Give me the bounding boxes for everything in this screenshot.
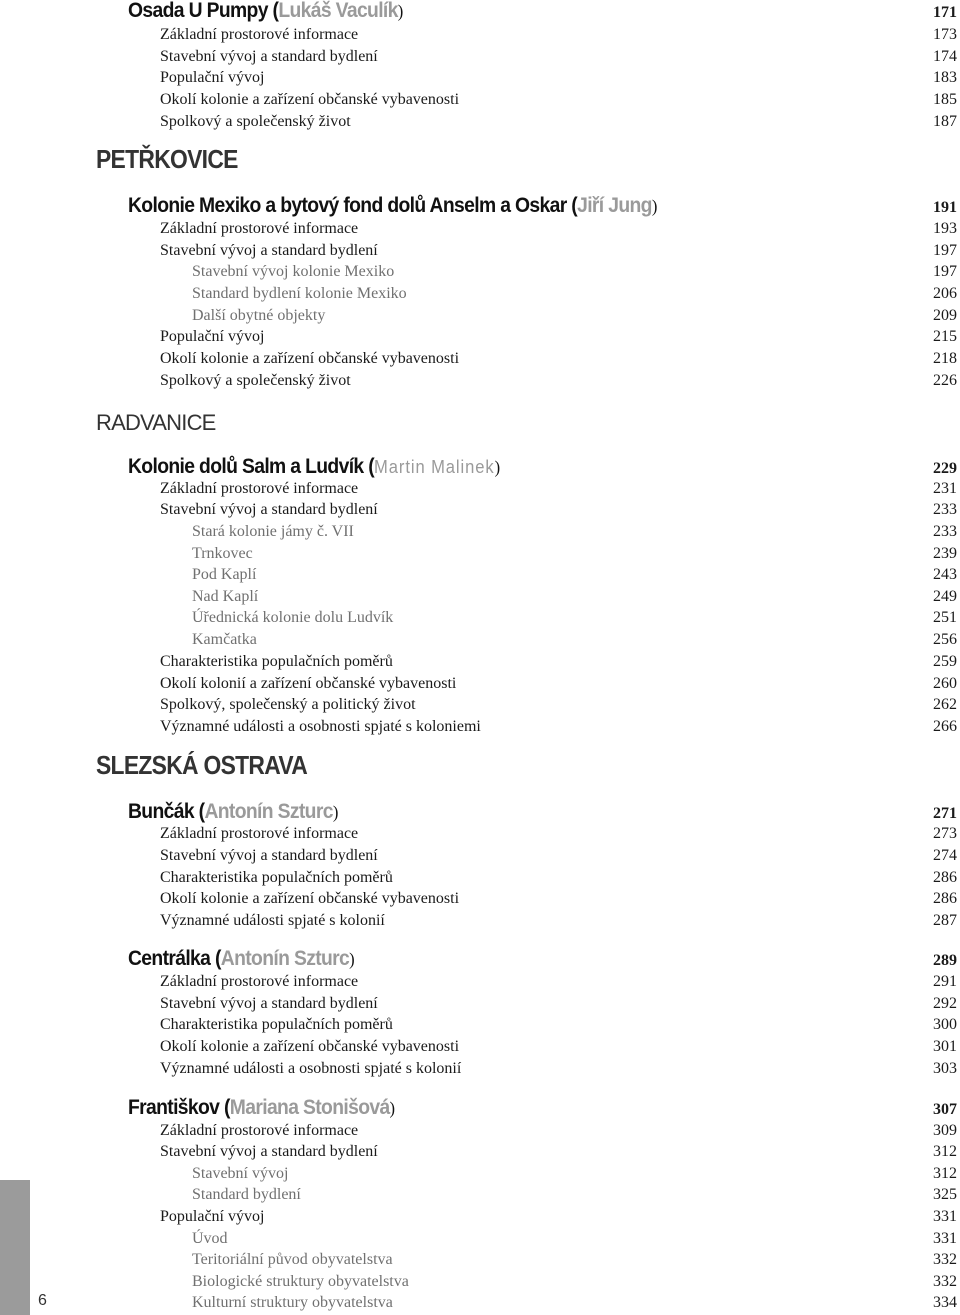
page-number: 262 xyxy=(933,696,957,713)
side-tab-bar xyxy=(0,1180,30,1315)
page-number: 300 xyxy=(933,1016,957,1033)
toc-subentry[interactable] xyxy=(0,283,960,305)
page-number: 332 xyxy=(933,1251,957,1268)
page-number: 286 xyxy=(933,890,957,907)
entry-title: Stavební vývoj xyxy=(192,1165,289,1182)
page-number: 266 xyxy=(933,718,957,735)
entry-title: Kulturní struktury obyvatelstva xyxy=(192,1294,393,1311)
toc-subentry[interactable] xyxy=(0,1184,960,1206)
chapter-frantiskov[interactable] xyxy=(0,1093,960,1123)
page-number: 187 xyxy=(933,113,957,130)
entry-title: Stará kolonie jámy č. VII xyxy=(192,523,354,540)
page-number: 209 xyxy=(933,307,957,324)
toc-subentry[interactable] xyxy=(0,543,960,565)
page-number: 312 xyxy=(933,1143,957,1160)
entry-title: Populační vývoj xyxy=(160,1208,265,1225)
page-number: 331 xyxy=(933,1230,957,1247)
entry-title: Charakteristika populačních poměrů xyxy=(160,869,393,886)
page-number: 197 xyxy=(933,263,957,280)
chapter-title: Bunčák ( xyxy=(128,800,205,823)
page-number: 215 xyxy=(933,328,957,345)
page-number: 243 xyxy=(933,566,957,583)
page-number: 259 xyxy=(933,653,957,670)
page-number: 312 xyxy=(933,1165,957,1182)
page-number: 286 xyxy=(933,869,957,886)
entry-title: Okolí kolonií a zařízení občanské vybavenosti xyxy=(160,675,457,692)
chapter-paren: ) xyxy=(389,1098,396,1118)
chapter-paren: ) xyxy=(494,457,501,477)
toc-entry[interactable] xyxy=(0,1014,960,1036)
entry-title: Významné události a osobnosti spjaté s koloniemi xyxy=(160,718,481,735)
page-number: 185 xyxy=(933,91,957,108)
entry-title: Okolí kolonie a zařízení občanské vybavenosti xyxy=(160,350,460,367)
toc-entry[interactable] xyxy=(0,1141,960,1163)
toc-entry[interactable] xyxy=(0,888,960,910)
chapter-paren: ) xyxy=(332,802,339,822)
toc-entry[interactable] xyxy=(0,823,960,845)
toc-subentry[interactable] xyxy=(0,607,960,629)
toc-subentry[interactable] xyxy=(0,1249,960,1271)
page-number: 303 xyxy=(933,1060,957,1077)
entry-title: Teritoriální původ obyvatelstva xyxy=(192,1251,393,1268)
toc-entry[interactable] xyxy=(0,499,960,521)
entry-title: Základní prostorové informace xyxy=(160,1122,359,1139)
section-heading-radvanice: RADVANICE xyxy=(96,410,216,435)
page-number: 183 xyxy=(933,69,957,86)
page-number: 233 xyxy=(933,523,957,540)
toc-entry[interactable] xyxy=(0,694,960,716)
page-number-footer: 6 xyxy=(38,1292,47,1309)
entry-title: Stavební vývoj a standard bydlení xyxy=(160,242,378,259)
entry-title: Okolí kolonie a zařízení občanské vybavenosti xyxy=(160,91,460,108)
entry-title: Další obytné objekty xyxy=(192,307,326,324)
page-number: 233 xyxy=(933,501,957,518)
toc-entry[interactable] xyxy=(0,1036,960,1058)
entry-title: Populační vývoj xyxy=(160,328,265,345)
entry-title: Základní prostorové informace xyxy=(160,26,359,43)
toc-subentry[interactable] xyxy=(0,629,960,651)
chapter-author: Lukáš Vaculík xyxy=(278,0,398,22)
toc-entry[interactable] xyxy=(0,478,960,500)
page-number: 206 xyxy=(933,285,957,302)
toc-subentry[interactable] xyxy=(0,521,960,543)
toc-entry[interactable] xyxy=(0,24,960,46)
entry-title: Kamčatka xyxy=(192,631,257,648)
section-heading-petrkovice: PETŘKOVICE xyxy=(96,144,238,174)
toc-subentry[interactable] xyxy=(0,1228,960,1250)
chapter-title: Osada U Pumpy ( xyxy=(128,0,279,22)
toc-entry[interactable] xyxy=(0,1206,960,1228)
page-number: 171 xyxy=(933,4,957,21)
page-number: 331 xyxy=(933,1208,957,1225)
page-number: 231 xyxy=(933,480,957,497)
chapter-centralka[interactable] xyxy=(0,944,960,974)
entry-title: Stavební vývoj a standard bydlení xyxy=(160,501,378,518)
toc-entry[interactable] xyxy=(0,651,960,673)
chapter-osada-u-pumpy[interactable] xyxy=(0,0,960,26)
entry-title: Stavební vývoj a standard bydlení xyxy=(160,995,378,1012)
toc-entry[interactable] xyxy=(0,111,960,133)
toc-subentry[interactable] xyxy=(0,564,960,586)
page-number: 287 xyxy=(933,912,957,929)
toc-entry[interactable] xyxy=(0,971,960,993)
page-number: 229 xyxy=(933,460,957,477)
page-number: 332 xyxy=(933,1273,957,1290)
page-number: 274 xyxy=(933,847,957,864)
entry-title: Charakteristika populačních poměrů xyxy=(160,1016,393,1033)
page-number: 173 xyxy=(933,26,957,43)
entry-title: Významné události spjaté s kolonií xyxy=(160,912,385,929)
chapter-author: Martin Malinek xyxy=(374,457,495,477)
entry-title: Spolkový a společenský život xyxy=(160,372,351,389)
toc-entry[interactable] xyxy=(0,67,960,89)
entry-title: Okolí kolonie a zařízení občanské vybavenosti xyxy=(160,1038,460,1055)
page-number: 309 xyxy=(933,1122,957,1139)
toc-entry[interactable] xyxy=(0,910,960,932)
chapter-paren: ) xyxy=(397,1,404,21)
entry-title: Úřednická kolonie dolu Ludvík xyxy=(192,609,394,626)
toc-entry[interactable] xyxy=(0,993,960,1015)
toc-subentry[interactable] xyxy=(0,586,960,608)
page-number: 226 xyxy=(933,372,957,389)
entry-title: Standard bydlení xyxy=(192,1186,301,1203)
toc-entry[interactable] xyxy=(0,89,960,111)
entry-title: Nad Kaplí xyxy=(192,588,259,605)
toc-entry[interactable] xyxy=(0,46,960,68)
chapter-author: Antonín Szturc xyxy=(204,800,333,823)
section-heading-slezska-ostrava: SLEZSKÁ OSTRAVA xyxy=(96,750,308,780)
chapter-title: Františkov ( xyxy=(128,1096,230,1119)
entry-title: Standard bydlení kolonie Mexiko xyxy=(192,285,407,302)
toc-entry[interactable] xyxy=(0,326,960,348)
entry-title: Stavební vývoj a standard bydlení xyxy=(160,48,378,65)
entry-title: Okolí kolonie a zařízení občanské vybavenosti xyxy=(160,890,460,907)
entry-title: Spolkový a společenský život xyxy=(160,113,351,130)
entry-title: Základní prostorové informace xyxy=(160,825,359,842)
page-number: 193 xyxy=(933,220,957,237)
entry-title: Trnkovec xyxy=(192,545,253,562)
page-number: 249 xyxy=(933,588,957,605)
chapter-paren: ) xyxy=(349,949,355,969)
toc-entry[interactable] xyxy=(0,348,960,370)
toc-subentry[interactable] xyxy=(0,261,960,283)
chapter-title: Centrálka ( xyxy=(128,947,221,970)
entry-title: Významné události a osobnosti spjaté s kolonií xyxy=(160,1060,462,1077)
toc-entry[interactable] xyxy=(0,673,960,695)
entry-title: Populační vývoj xyxy=(160,69,265,86)
toc-entry[interactable] xyxy=(0,867,960,889)
entry-title: Stavební vývoj a standard bydlení xyxy=(160,847,378,864)
toc-entry[interactable] xyxy=(0,218,960,240)
page-number: 174 xyxy=(933,48,957,65)
page-number: 291 xyxy=(933,973,957,990)
page-number: 271 xyxy=(933,805,957,822)
page-number: 325 xyxy=(933,1186,957,1203)
toc-entry[interactable] xyxy=(0,1058,960,1080)
entry-title: Základní prostorové informace xyxy=(160,220,359,237)
chapter-title: Kolonie Mexiko a bytový fond dolů Anselm a Oskar ( xyxy=(128,194,578,217)
toc-entry[interactable] xyxy=(0,716,960,738)
toc-entry[interactable] xyxy=(0,845,960,867)
entry-title: Úvod xyxy=(192,1230,228,1247)
chapter-author: Antonín Szturc xyxy=(220,947,350,970)
toc-subentry[interactable] xyxy=(0,1292,960,1314)
page-number: 334 xyxy=(933,1294,957,1311)
chapter-author: Mariana Stonišová xyxy=(229,1096,390,1119)
entry-title: Pod Kaplí xyxy=(192,566,257,583)
toc-subentry[interactable] xyxy=(0,1271,960,1293)
toc-subentry[interactable] xyxy=(0,1163,960,1185)
page-number: 273 xyxy=(933,825,957,842)
entry-title: Biologické struktury obyvatelstva xyxy=(192,1273,409,1290)
page-number: 301 xyxy=(933,1038,957,1055)
page-number: 260 xyxy=(933,675,957,692)
entry-title: Základní prostorové informace xyxy=(160,480,359,497)
page-number: 256 xyxy=(933,631,957,648)
toc-entry[interactable] xyxy=(0,370,960,392)
page-number: 292 xyxy=(933,995,957,1012)
entry-title: Spolkový, společenský a politický život xyxy=(160,696,416,713)
toc-subentry[interactable] xyxy=(0,305,960,327)
chapter-title: Kolonie dolů Salm a Ludvík ( xyxy=(128,455,375,478)
toc-entry[interactable] xyxy=(0,240,960,262)
page-number: 251 xyxy=(933,609,957,626)
page-number: 239 xyxy=(933,545,957,562)
toc-entry[interactable] xyxy=(0,1120,960,1142)
page-number: 191 xyxy=(933,199,957,216)
entry-title: Základní prostorové informace xyxy=(160,973,359,990)
page-number: 197 xyxy=(933,242,957,259)
entry-title: Stavební vývoj a standard bydlení xyxy=(160,1143,378,1160)
chapter-kolonie-mexiko[interactable] xyxy=(0,191,960,221)
entry-title: Stavební vývoj kolonie Mexiko xyxy=(192,263,395,280)
chapter-author: Jiří Jung xyxy=(577,194,652,217)
chapter-paren: ) xyxy=(651,196,658,216)
entry-title: Charakteristika populačních poměrů xyxy=(160,653,393,670)
page-number: 307 xyxy=(933,1101,957,1118)
page-number: 289 xyxy=(933,952,957,969)
page-number: 218 xyxy=(933,350,957,367)
